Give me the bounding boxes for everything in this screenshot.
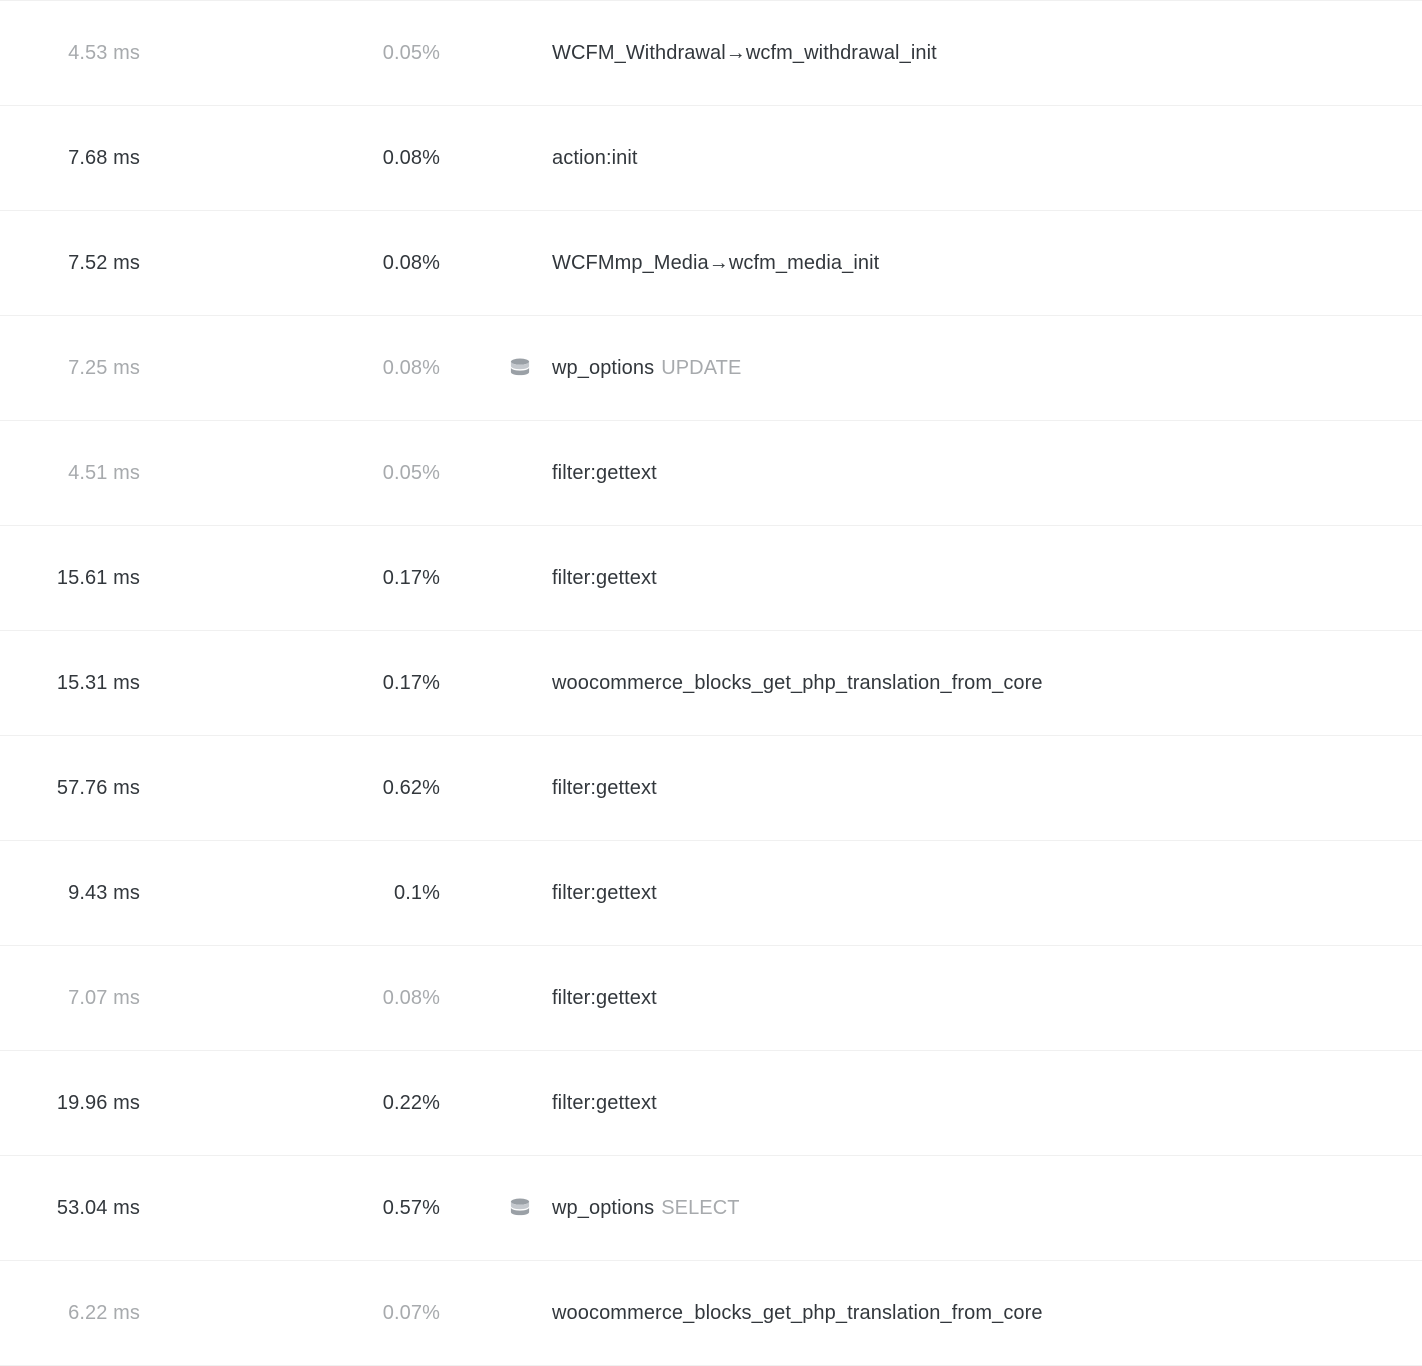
row-duration: 9.43 ms [68,881,140,904]
row-label: filter:gettext [552,776,657,799]
table-row[interactable] [0,841,1422,946]
row-percent: 0.08% [382,986,440,1009]
row-percent: 0.05% [382,461,440,484]
row-duration: 4.53 ms [68,41,140,64]
row-label-cell [440,631,1422,736]
row-label: wp_options [552,1196,655,1219]
row-duration: 7.07 ms [68,986,140,1009]
row-percent: 0.08% [382,251,440,274]
database-icon [509,358,531,378]
table-row[interactable] [0,946,1422,1051]
row-duration: 15.61 ms [56,566,140,589]
row-percent: 0.08% [382,356,440,379]
table-row[interactable] [0,1,1422,106]
row-label: woocommerce_blocks_get_php_translation_from_core [552,1301,1043,1324]
row-duration: 4.51 ms [68,461,140,484]
row-label-wrap [552,777,1422,800]
row-label-wrap [552,147,1422,170]
row-sql-verb: SELECT [661,1196,740,1219]
row-label: WCFM_Withdrawal→wcfm_withdrawal_init [552,41,937,64]
row-percent: 0.07% [382,1301,440,1324]
row-label-wrap [552,672,1422,695]
row-label-wrap [552,987,1422,1010]
row-duration: 19.96 ms [56,1091,140,1114]
row-percent: 0.17% [382,566,440,589]
row-duration: 53.04 ms [56,1196,140,1219]
row-label-wrap [552,567,1422,590]
row-duration: 57.76 ms [56,776,140,799]
table-row[interactable] [0,211,1422,316]
row-label-cell [440,736,1422,841]
row-label: WCFMmp_Media→wcfm_media_init [552,251,880,274]
row-duration: 7.52 ms [68,251,140,274]
row-sql-verb: UPDATE [661,356,742,379]
row-label: wp_options [552,356,655,379]
row-label-cell [440,841,1422,946]
table-row[interactable] [0,1261,1422,1366]
row-label-wrap [552,1092,1422,1115]
profiler-trace-body [0,1,1422,1366]
row-label-cell [440,1156,1422,1261]
row-label: filter:gettext [552,461,657,484]
row-label-wrap [552,882,1422,905]
row-duration: 7.25 ms [68,356,140,379]
row-label-cell [440,1261,1422,1366]
table-row[interactable] [0,631,1422,736]
row-label: filter:gettext [552,1091,657,1114]
table-row[interactable] [0,526,1422,631]
row-label-cell [440,526,1422,631]
row-label: action:init [552,146,638,169]
row-percent: 0.08% [382,146,440,169]
row-percent: 0.17% [382,671,440,694]
row-percent: 0.57% [382,1196,440,1219]
table-row[interactable] [0,736,1422,841]
row-label-cell [440,1,1422,106]
row-label-wrap [552,252,1422,275]
row-label-wrap [552,1302,1422,1325]
row-percent: 0.62% [382,776,440,799]
row-duration: 6.22 ms [68,1301,140,1324]
table-row[interactable] [0,316,1422,421]
row-duration: 7.68 ms [68,146,140,169]
row-label: filter:gettext [552,986,657,1009]
row-label-wrap [552,357,1422,380]
database-icon [509,1198,531,1218]
row-label-cell [440,106,1422,211]
row-duration: 15.31 ms [56,671,140,694]
row-label-cell [440,211,1422,316]
row-label: woocommerce_blocks_get_php_translation_from_core [552,671,1043,694]
row-label: filter:gettext [552,566,657,589]
table-row[interactable] [0,1051,1422,1156]
row-percent: 0.22% [382,1091,440,1114]
table-row[interactable] [0,106,1422,211]
row-label-wrap [552,462,1422,485]
row-label-cell [440,421,1422,526]
row-label-wrap [552,42,1422,65]
row-percent: 0.1% [394,881,440,904]
table-row[interactable] [0,421,1422,526]
table-row[interactable] [0,1156,1422,1261]
row-label-cell [440,946,1422,1051]
row-percent: 0.05% [382,41,440,64]
row-label-wrap [552,1197,1422,1220]
row-label-cell [440,316,1422,421]
row-label: filter:gettext [552,881,657,904]
row-label-cell [440,1051,1422,1156]
